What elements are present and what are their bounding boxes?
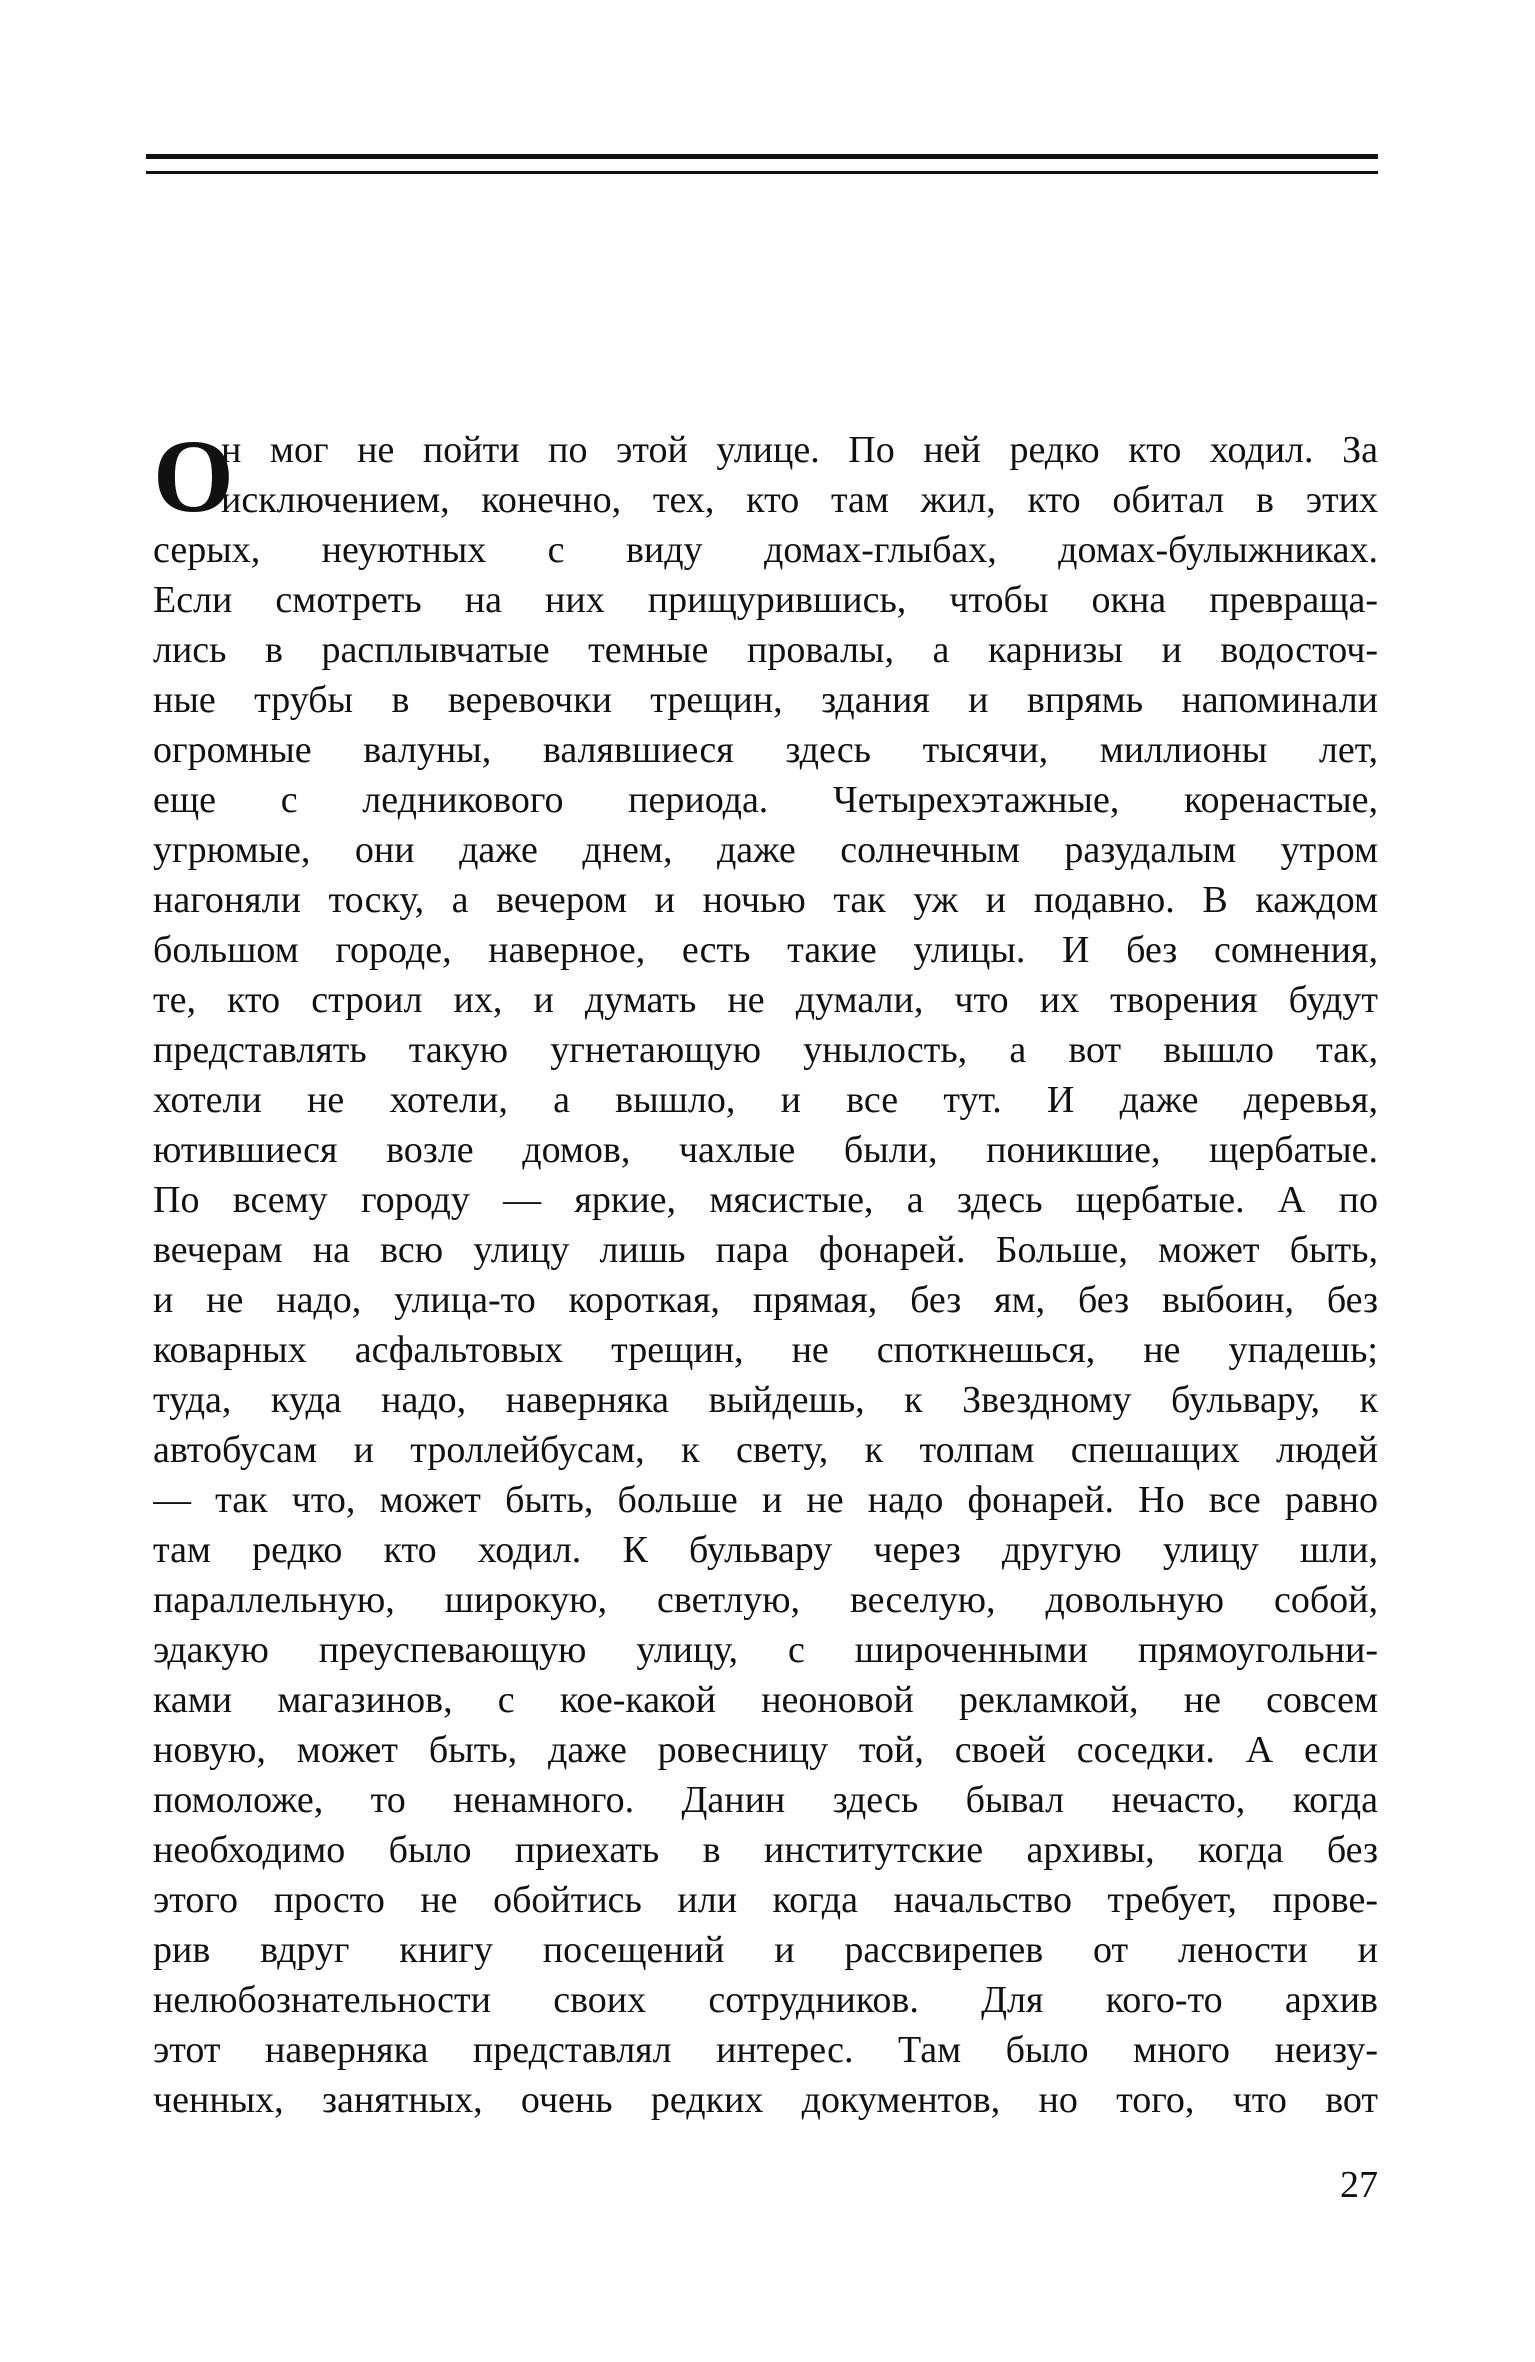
text-line: хотели не хотели, а вышло, и все тут. И даже деревья, xyxy=(153,1079,1378,1121)
text-line: новую, может быть, даже ровесницу той, своей соседки. А если xyxy=(153,1729,1378,1771)
text-line: нагоняли тоску, а вечером и ночью так уж и подавно. В каждом xyxy=(153,879,1378,921)
text-line: Если смотреть на них прищурившись, чтобы окна превраща- xyxy=(153,579,1378,621)
text-line: автобусам и троллейбусам, к свету, к толпам спешащих людей xyxy=(153,1429,1378,1471)
text-line: исключением, конечно, тех, кто там жил, кто обитал в этих xyxy=(221,479,1378,521)
text-line: параллельную, широкую, светлую, веселую, довольную собой, xyxy=(153,1579,1378,1621)
text-line: еще с ледникового периода. Четырехэтажные, коренастые, xyxy=(153,779,1378,821)
text-line: туда, куда надо, наверняка выйдешь, к Звездному бульвару, к xyxy=(153,1379,1378,1421)
text-line: угрюмые, они даже днем, даже солнечным разудалым утром xyxy=(153,829,1378,871)
text-line: эдакую преуспевающую улицу, с широченными прямоугольни- xyxy=(153,1629,1378,1671)
text-line: большом городе, наверное, есть такие улицы. И без сомнения, xyxy=(153,929,1378,971)
text-line: нелюбознательности своих сотрудников. Для кого-то архив xyxy=(153,1979,1378,2021)
text-line: По всему городу — яркие, мясистые, а здесь щербатые. А по xyxy=(153,1179,1378,1221)
text-line: этот наверняка представлял интерес. Там было много неизу- xyxy=(153,2029,1378,2071)
text-line: ченных, занятных, очень редких документов, но того, что вот xyxy=(153,2079,1378,2121)
text-line: ками магазинов, с кое-какой неоновой рекламкой, не совсем xyxy=(153,1679,1378,1721)
drop-cap: О xyxy=(153,419,234,534)
text-line: и не надо, улица-то короткая, прямая, без ям, без выбоин, без xyxy=(153,1279,1378,1321)
text-line: коварных асфальтовых трещин, не споткнешься, не упадешь; xyxy=(153,1329,1378,1371)
body-text xyxy=(153,419,1378,2125)
text-line: те, кто строил их, и думать не думали, что их творения будут xyxy=(153,979,1378,1021)
text-line: серых, неуютных с виду домах-глыбах, домах-булыжниках. xyxy=(153,529,1378,571)
page-number: 27 xyxy=(1340,2164,1378,2206)
text-line: — так что, может быть, больше и не надо фонарей. Но все равно xyxy=(153,1479,1378,1521)
text-line: лись в расплывчатые темные провалы, а карнизы и водосточ- xyxy=(153,629,1378,671)
text-line: огромные валуны, валявшиеся здесь тысячи, миллионы лет, xyxy=(153,729,1378,771)
text-line: этого просто не обойтись или когда начальство требует, прове- xyxy=(153,1879,1378,1921)
header-rule-thick xyxy=(146,154,1378,159)
header-rule-thin xyxy=(146,171,1378,174)
text-line: представлять такую угнетающую унылость, а вот вышло так, xyxy=(153,1029,1378,1071)
text-line: ные трубы в веревочки трещин, здания и впрямь напоминали xyxy=(153,679,1378,721)
text-line: вечерам на всю улицу лишь пара фонарей. Больше, может быть, xyxy=(153,1229,1378,1271)
text-line: ютившиеся возле домов, чахлые были, поникшие, щербатые. xyxy=(153,1129,1378,1171)
text-line: рив вдруг книгу посещений и рассвирепев от лености и xyxy=(153,1929,1378,1971)
text-line: н мог не пойти по этой улице. По ней редко кто ходил. За xyxy=(221,429,1378,471)
text-line: помоложе, то ненамного. Данин здесь бывал нечасто, когда xyxy=(153,1779,1378,1821)
text-line: там редко кто ходил. К бульвару через другую улицу шли, xyxy=(153,1529,1378,1571)
text-line: необходимо было приехать в институтские архивы, когда без xyxy=(153,1829,1378,1871)
